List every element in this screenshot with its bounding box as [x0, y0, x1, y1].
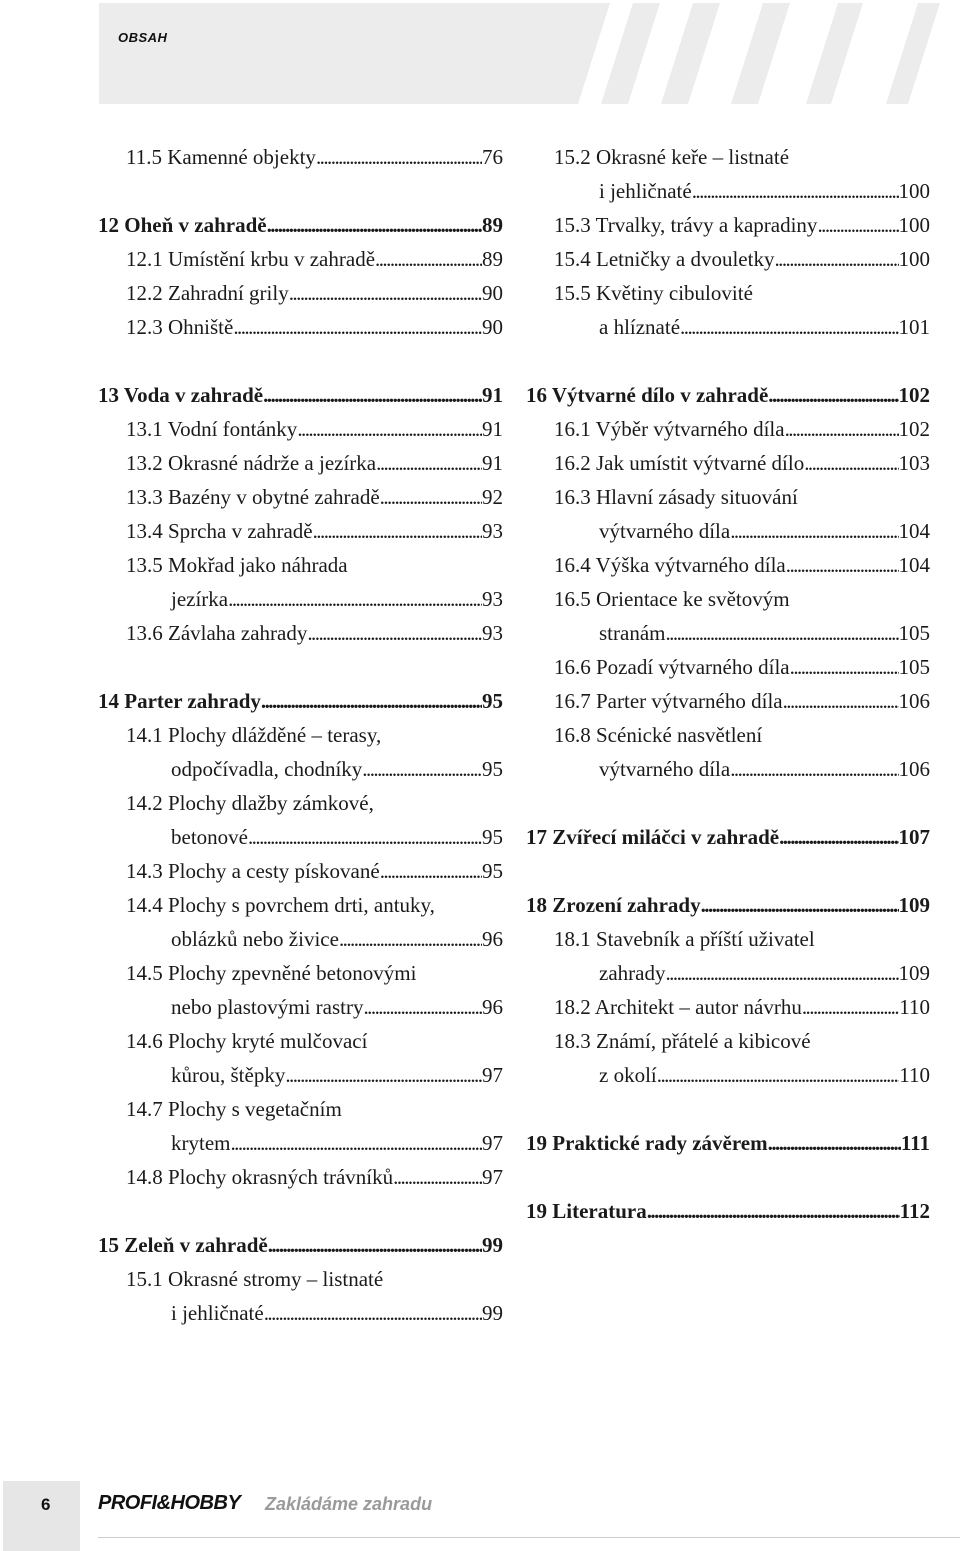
dot-leader	[802, 990, 899, 1024]
toc-entry-title: z okolí	[599, 1063, 657, 1087]
toc-entry-title: 15.4 Letničky a dvouletky	[554, 247, 775, 271]
dot-leader	[267, 208, 482, 242]
dot-leader	[730, 514, 898, 548]
toc-entry-title: 15.1 Okrasné stromy – listnaté	[126, 1267, 384, 1291]
toc-entry[interactable]	[98, 1160, 503, 1194]
toc-entry-page: 101	[898, 315, 930, 339]
toc-entry-title: 16.2 Jak umístit výtvarné dílo	[554, 451, 805, 475]
toc-entry[interactable]	[526, 412, 930, 446]
toc-entry-title: a hlíznaté	[599, 315, 681, 339]
toc-entry[interactable]	[98, 1262, 503, 1296]
toc-entry[interactable]	[98, 786, 503, 820]
dot-leader	[380, 480, 482, 514]
toc-entry[interactable]	[526, 1024, 930, 1058]
toc-entry[interactable]	[526, 752, 930, 786]
toc-entry-title: 12 Oheň v zahradě	[98, 213, 267, 237]
dot-leader	[363, 990, 482, 1024]
toc-entry-title: 13.3 Bazény v obytné zahradě	[126, 485, 380, 509]
toc-entry-title: 16.8 Scénické nasvětlení	[554, 723, 763, 747]
toc-entry[interactable]	[98, 616, 503, 650]
toc-entry-page: 97	[482, 1165, 503, 1189]
dot-leader	[297, 412, 482, 446]
toc-entry-page: 105	[898, 655, 930, 679]
toc-entry-page: 91	[482, 451, 503, 475]
dot-leader	[376, 446, 482, 480]
toc-entry-title: 16.3 Hlavní zásady situování	[554, 485, 798, 509]
toc-entry-page: 96	[482, 995, 503, 1019]
toc-entry-page: 109	[898, 893, 930, 917]
dot-leader	[263, 378, 482, 412]
toc-entry-title: krytem	[171, 1131, 231, 1155]
toc-entry-page: 110	[899, 1063, 930, 1087]
toc-entry-page: 100	[898, 213, 930, 237]
toc-chapter-entry[interactable]	[526, 1126, 930, 1160]
toc-entry[interactable]	[98, 1024, 503, 1058]
toc-entry-page: 110	[899, 995, 930, 1019]
dot-leader	[768, 1126, 901, 1160]
toc-entry[interactable]	[526, 480, 930, 514]
dot-leader	[730, 752, 898, 786]
toc-entry-title: 16 Výtvarné dílo v zahradě	[526, 383, 769, 407]
toc-entry[interactable]	[98, 412, 503, 446]
toc-entry-page: 103	[898, 451, 930, 475]
toc-entry-title: 13.2 Okrasné nádrže a jezírka	[126, 451, 377, 475]
dot-leader	[285, 1058, 482, 1092]
toc-spacer	[98, 344, 503, 378]
toc-entry-title: i jehličnaté	[171, 1301, 264, 1325]
toc-entry-page: 102	[898, 417, 930, 441]
toc-entry-title: 14.5 Plochy zpevněné betonovými	[126, 961, 417, 985]
toc-entry[interactable]	[98, 956, 503, 990]
dot-leader	[817, 208, 898, 242]
toc-entry-title: 18 Zrození zahrady	[526, 893, 701, 917]
toc-entry[interactable]	[98, 446, 503, 480]
toc-entry-title: nebo plastovými rastry	[171, 995, 364, 1019]
toc-entry-title: 19 Literatura	[526, 1199, 647, 1223]
toc-spacer	[526, 854, 930, 888]
dot-leader	[313, 514, 482, 548]
toc-entry-page: 90	[482, 315, 503, 339]
header-stripes-decoration	[3, 3, 960, 104]
toc-spacer	[98, 1194, 503, 1228]
dot-leader	[307, 616, 482, 650]
toc-entry[interactable]	[526, 1058, 930, 1092]
toc-entry[interactable]	[98, 514, 503, 548]
dot-leader	[783, 684, 899, 718]
toc-entry[interactable]	[526, 310, 930, 344]
toc-entry[interactable]	[526, 718, 930, 752]
page-header-band	[3, 3, 960, 104]
toc-entry-page: 93	[482, 621, 503, 645]
dot-leader	[264, 1296, 482, 1330]
toc-entry[interactable]	[526, 548, 930, 582]
dot-leader	[657, 1058, 900, 1092]
toc-entry-title: stranám	[599, 621, 666, 645]
toc-entry[interactable]	[526, 140, 930, 174]
toc-entry[interactable]	[98, 242, 503, 276]
toc-entry-title: 14.8 Plochy okrasných trávníků	[126, 1165, 394, 1189]
toc-entry-title: 15.3 Trvalky, trávy a kapradiny	[554, 213, 818, 237]
toc-entry-title: 18.3 Známí, přátelé a kibicové	[554, 1029, 811, 1053]
toc-entry-page: 89	[482, 247, 503, 271]
section-label: OBSAH	[118, 30, 168, 45]
toc-entry-title: 12.1 Umístění krbu v zahradě	[126, 247, 376, 271]
toc-entry[interactable]	[526, 276, 930, 310]
toc-entry-page: 102	[898, 383, 930, 407]
toc-entry-title: kůrou, štěpky	[171, 1063, 286, 1087]
toc-entry-title: 16.7 Parter výtvarného díla	[554, 689, 783, 713]
toc-spacer	[98, 174, 503, 208]
toc-chapter-entry[interactable]	[526, 820, 930, 854]
dot-leader	[701, 888, 899, 922]
toc-entry-title: 15.2 Okrasné keře – listnaté	[554, 145, 790, 169]
toc-spacer	[526, 344, 930, 378]
toc-entry[interactable]	[98, 1126, 503, 1160]
dot-leader	[375, 242, 482, 276]
toc-entry-title: 16.5 Orientace ke světovým	[554, 587, 790, 611]
toc-entry-page: 106	[898, 689, 930, 713]
toc-entry-title: výtvarného díla	[599, 519, 731, 543]
toc-entry-title: 16.4 Výška výtvarného díla	[554, 553, 786, 577]
toc-entry-title: 13.1 Vodní fontánky	[126, 417, 298, 441]
toc-entry-title: 14.2 Plochy dlažby zámkové,	[126, 791, 374, 815]
toc-entry[interactable]	[526, 956, 930, 990]
toc-entry-title: i jehličnaté	[599, 179, 692, 203]
toc-entry[interactable]	[98, 276, 503, 310]
toc-entry-page: 112	[899, 1199, 930, 1223]
toc-entry[interactable]	[526, 446, 930, 480]
toc-entry[interactable]	[526, 990, 930, 1024]
toc-entry-page: 106	[898, 757, 930, 781]
toc-entry-title: 13.6 Závlaha zahrady	[126, 621, 308, 645]
toc-entry-page: 104	[898, 519, 930, 543]
toc-entry-title: 14.1 Plochy dlážděné – terasy,	[126, 723, 382, 747]
toc-chapter-entry[interactable]	[526, 888, 930, 922]
toc-entry-page: 100	[898, 179, 930, 203]
dot-leader	[768, 378, 898, 412]
toc-entry[interactable]	[526, 242, 930, 276]
toc-entry-page: 100	[898, 247, 930, 271]
toc-entry[interactable]	[98, 1058, 503, 1092]
toc-chapter-entry[interactable]	[98, 378, 503, 412]
toc-entry-title: 12.2 Zahradní grily	[126, 281, 289, 305]
toc-entry-page: 111	[900, 1131, 930, 1155]
toc-entry-page: 95	[482, 757, 503, 781]
toc-entry-title: 17 Zvířecí miláčci v zahradě	[526, 825, 780, 849]
toc-entry-title: 18.2 Architekt – autor návrhu	[554, 995, 802, 1019]
toc-entry[interactable]	[98, 1092, 503, 1126]
header-left-tab	[3, 3, 99, 104]
dot-leader	[786, 548, 899, 582]
dot-leader	[261, 684, 482, 718]
toc-entry-title: odpočívadla, chodníky	[171, 757, 363, 781]
toc-entry-title: 16.6 Pozadí výtvarného díla	[554, 655, 790, 679]
toc-entry-page: 95	[482, 859, 503, 883]
dot-leader	[680, 310, 898, 344]
dot-leader	[692, 174, 899, 208]
toc-entry-title: 13.5 Mokřad jako náhrada	[126, 553, 348, 577]
dot-leader	[316, 140, 482, 174]
toc-chapter-entry[interactable]	[98, 684, 503, 718]
dot-leader	[228, 582, 482, 616]
toc-column-left	[98, 140, 503, 1330]
dot-leader	[665, 616, 898, 650]
toc-entry-title: 14.3 Plochy a cesty pískované	[126, 859, 380, 883]
toc-entry-page: 95	[482, 825, 503, 849]
dot-leader	[774, 242, 898, 276]
toc-entry-title: jezírka	[171, 587, 229, 611]
toc-entry-title: zahrady	[599, 961, 666, 985]
toc-entry-page: 91	[482, 383, 503, 407]
toc-entry-title: 14.4 Plochy s povrchem drti, antuky,	[126, 893, 435, 917]
toc-entry[interactable]	[526, 616, 930, 650]
toc-entry-page: 107	[898, 825, 930, 849]
toc-entry[interactable]	[98, 1296, 503, 1330]
toc-entry-page: 90	[482, 281, 503, 305]
brand-logo-text: PROFI&HOBBY	[98, 1492, 241, 1514]
toc-entry-title: 13.4 Sprcha v zahradě	[126, 519, 313, 543]
toc-entry-title: 15.5 Květiny cibulovité	[554, 281, 753, 305]
toc-chapter-entry[interactable]	[526, 378, 930, 412]
toc-entry[interactable]	[526, 582, 930, 616]
toc-entry-title: 18.1 Stavebník a příští uživatel	[554, 927, 815, 951]
dot-leader	[785, 412, 899, 446]
toc-entry[interactable]	[98, 888, 503, 922]
toc-entry-title: 16.1 Výběr výtvarného díla	[554, 417, 785, 441]
toc-entry[interactable]	[98, 548, 503, 582]
toc-entry[interactable]	[98, 752, 503, 786]
toc-entry[interactable]	[526, 650, 930, 684]
toc-spacer	[98, 650, 503, 684]
toc-entry-page: 93	[482, 519, 503, 543]
toc-entry[interactable]	[526, 684, 930, 718]
toc-entry[interactable]	[98, 990, 503, 1024]
toc-entry[interactable]	[98, 480, 503, 514]
toc-entry-title: 12.3 Ohniště	[126, 315, 234, 339]
toc-entry-title: betonové	[171, 825, 248, 849]
toc-entry-page: 97	[482, 1063, 503, 1087]
toc-entry-page: 109	[898, 961, 930, 985]
toc-chapter-entry[interactable]	[98, 208, 503, 242]
dot-leader	[804, 446, 898, 480]
toc-entry-title: 19 Praktické rady závěrem	[526, 1131, 768, 1155]
toc-entry[interactable]	[526, 922, 930, 956]
page-number: 6	[41, 1495, 51, 1514]
toc-entry[interactable]	[98, 854, 503, 888]
toc-chapter-entry[interactable]	[526, 1194, 930, 1228]
toc-entry-page: 97	[482, 1131, 503, 1155]
toc-entry-title: 11.5 Kamenné objekty	[126, 145, 316, 169]
toc-entry-title: 14.6 Plochy kryté mulčovací	[126, 1029, 368, 1053]
dot-leader	[339, 922, 482, 956]
toc-spacer	[526, 1160, 930, 1194]
toc-entry[interactable]	[98, 922, 503, 956]
dot-leader	[779, 820, 898, 854]
dot-leader	[268, 1228, 482, 1262]
page-number-box	[3, 1481, 80, 1551]
toc-entry-page: 105	[898, 621, 930, 645]
dot-leader	[665, 956, 898, 990]
toc-entry-title: 14 Parter zahrady	[98, 689, 261, 713]
toc-entry-title: 13 Voda v zahradě	[98, 383, 264, 407]
dot-leader	[790, 650, 899, 684]
dot-leader	[647, 1194, 900, 1228]
toc-entry-page: 95	[482, 689, 503, 713]
dot-leader	[380, 854, 482, 888]
toc-entry-page: 92	[482, 485, 503, 509]
publication-subtitle: Zakládáme zahradu	[265, 1494, 433, 1514]
toc-entry[interactable]	[98, 582, 503, 616]
toc-entry-title: výtvarného díla	[599, 757, 731, 781]
dot-leader	[362, 752, 482, 786]
dot-leader	[393, 1160, 482, 1194]
toc-column-right	[526, 140, 930, 1228]
toc-entry-page: 76	[482, 145, 503, 169]
dot-leader	[289, 276, 482, 310]
toc-entry-title: 14.7 Plochy s vegetačním	[126, 1097, 342, 1121]
toc-entry-page: 89	[482, 213, 503, 237]
toc-chapter-entry[interactable]	[98, 1228, 503, 1262]
toc-entry-page: 96	[482, 927, 503, 951]
toc-entry[interactable]	[98, 820, 503, 854]
toc-spacer	[526, 786, 930, 820]
toc-entry-page: 104	[898, 553, 930, 577]
toc-entry-title: oblázků nebo živice	[171, 927, 339, 951]
dot-leader	[248, 820, 482, 854]
toc-entry[interactable]	[526, 174, 930, 208]
dot-leader	[230, 1126, 482, 1160]
dot-leader	[233, 310, 482, 344]
page-footer	[0, 1481, 960, 1551]
toc-entry-page: 93	[482, 587, 503, 611]
footer-divider	[98, 1537, 960, 1538]
toc-entry[interactable]	[98, 310, 503, 344]
toc-entry[interactable]	[526, 514, 930, 548]
toc-entry[interactable]	[526, 208, 930, 242]
toc-entry[interactable]	[98, 718, 503, 752]
toc-entry-page: 91	[482, 417, 503, 441]
toc-entry[interactable]	[98, 140, 503, 174]
toc-spacer	[526, 1092, 930, 1126]
toc-entry-page: 99	[482, 1233, 503, 1257]
toc-entry-title: 15 Zeleň v zahradě	[98, 1233, 268, 1257]
toc-entry-page: 99	[482, 1301, 503, 1325]
